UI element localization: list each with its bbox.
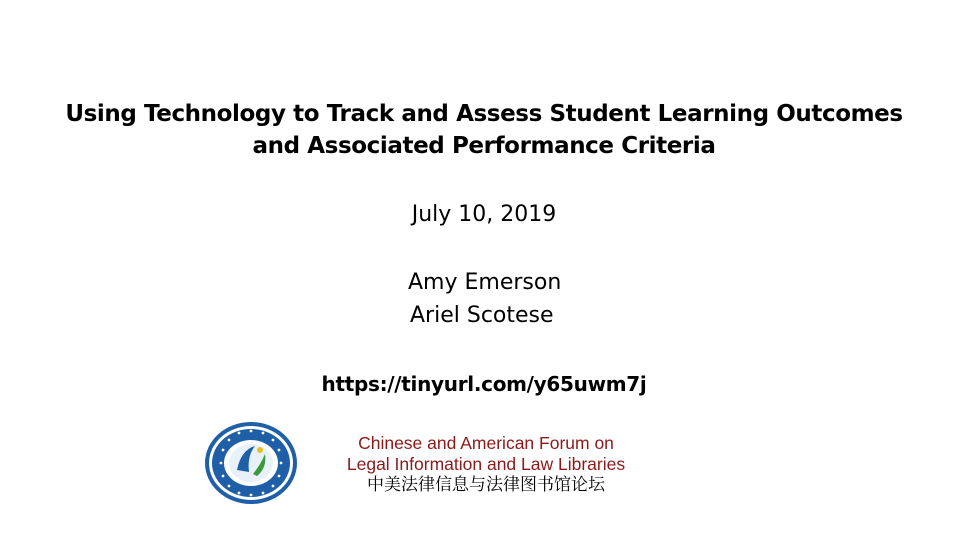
forum-name-line-1: Chinese and American Forum on [358, 433, 614, 453]
forum-name-line-2: Legal Information and Law Libraries [346, 454, 626, 474]
presentation-title [0, 98, 960, 162]
author-name: Amy Emerson [408, 270, 562, 295]
forum-name [286, 433, 686, 496]
author-name: Ariel Scotese [410, 303, 554, 328]
forum-name-chinese: 中美法律信息与法律图书馆论坛 [367, 475, 605, 495]
presentation-url[interactable]: https://tinyurl.com/y65uwm7j [321, 372, 647, 396]
presentation-date: July 10, 2019 [411, 202, 557, 227]
title-line-2: and Associated Performance Criteria [252, 133, 716, 159]
title-line-1: Using Technology to Track and Assess Student Learning Outcomes [65, 101, 903, 127]
forum-seal-logo-icon [203, 420, 299, 506]
